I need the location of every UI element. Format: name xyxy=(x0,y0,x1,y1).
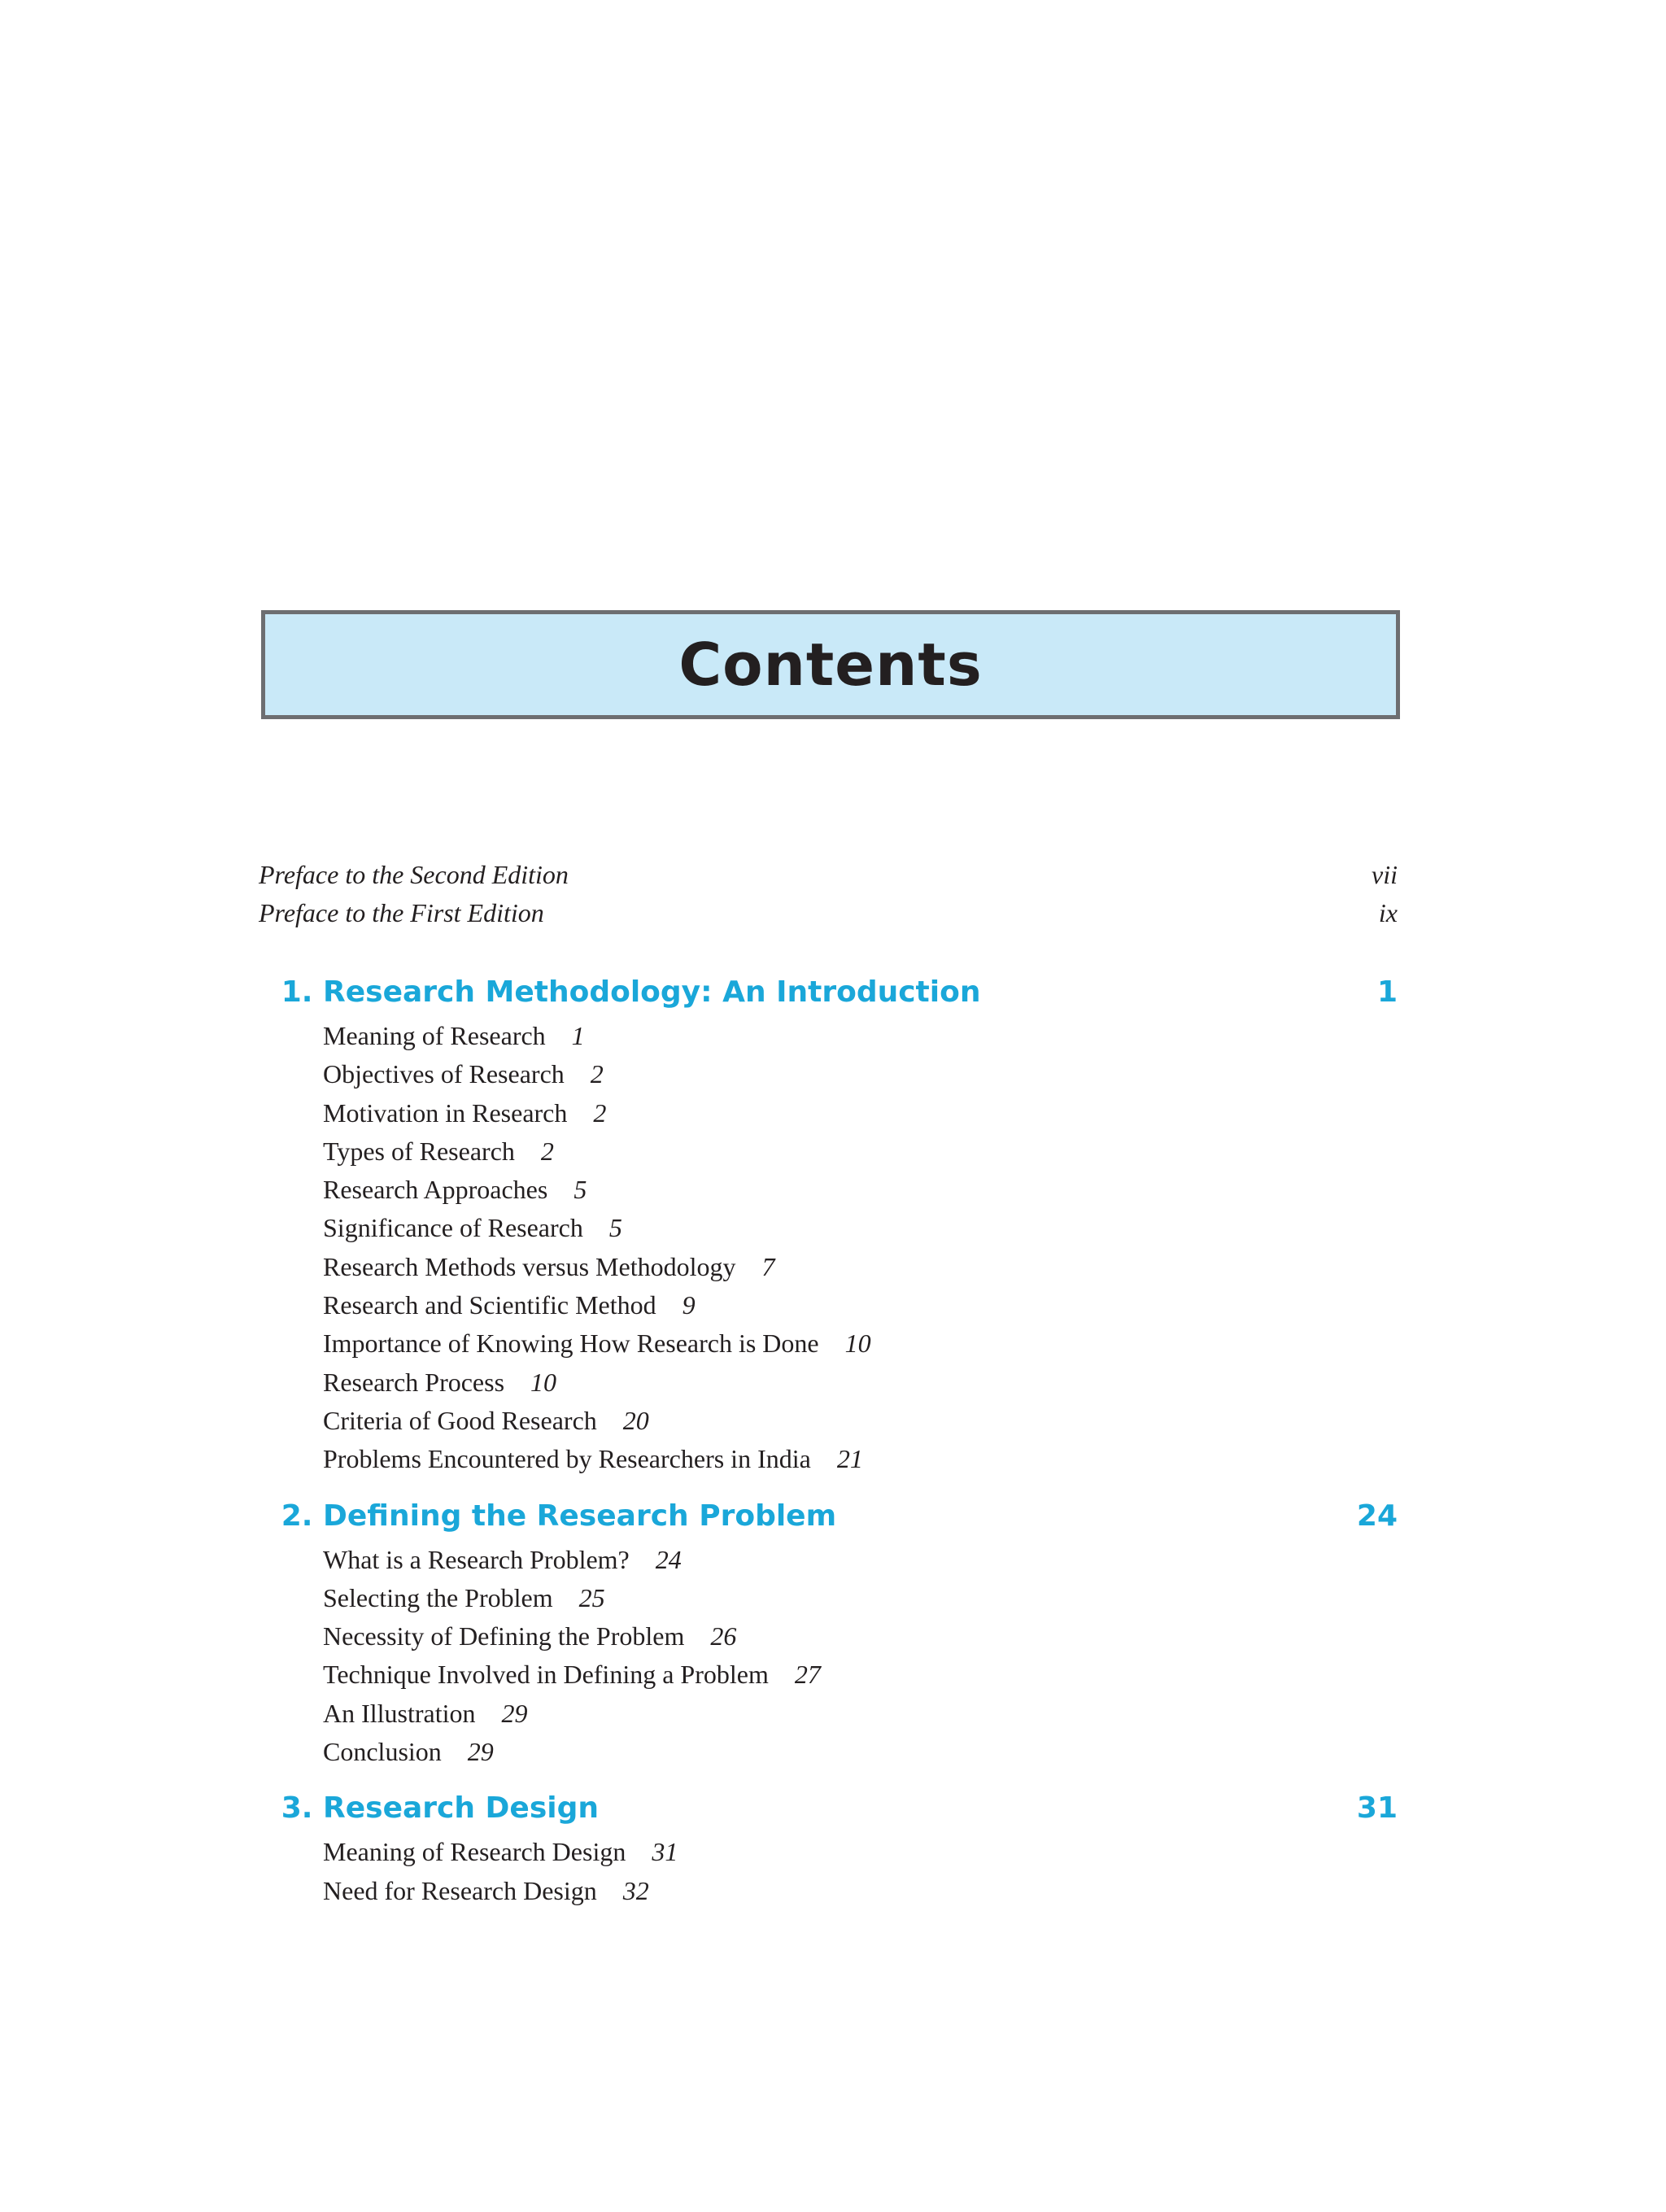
preface-label: Preface to the First Edition xyxy=(259,898,544,927)
chapter-page: 24 xyxy=(1356,1499,1398,1533)
section-title: Selecting the Problem xyxy=(323,1582,553,1612)
section-page: 31 xyxy=(652,1837,678,1867)
preface-list xyxy=(259,856,1398,932)
preface-entry[interactable] xyxy=(259,894,1398,932)
section-page: 2 xyxy=(540,1136,554,1166)
section-title: Significance of Research xyxy=(323,1213,583,1243)
chapter-number: 3. xyxy=(281,1791,313,1826)
chapter-number: 2. xyxy=(281,1499,313,1533)
section-entry[interactable] xyxy=(323,1171,1398,1209)
chapter-page: 31 xyxy=(1356,1791,1398,1826)
chapter-1 xyxy=(259,970,1398,1479)
section-title: Necessity of Defining the Problem xyxy=(323,1621,685,1651)
chapter-list xyxy=(259,970,1398,1910)
section-page: 2 xyxy=(590,1059,604,1089)
section-entry[interactable] xyxy=(323,1248,1398,1286)
section-title: Problems Encountered by Researchers in India xyxy=(323,1444,811,1474)
section-entry[interactable] xyxy=(323,1872,1398,1910)
preface-page: ix xyxy=(1378,898,1398,927)
section-page: 29 xyxy=(467,1737,494,1767)
chapter-heading[interactable] xyxy=(259,970,1398,1015)
section-title: Motivation in Research xyxy=(323,1097,568,1128)
section-page: 5 xyxy=(574,1175,587,1205)
section-entry[interactable] xyxy=(323,1440,1398,1478)
section-entry[interactable] xyxy=(323,1833,1398,1871)
section-title: Meaning of Research xyxy=(323,1021,546,1050)
section-entry[interactable] xyxy=(323,1055,1398,1093)
section-title: Importance of Knowing How Research is Done xyxy=(323,1329,819,1359)
table-of-contents xyxy=(259,856,1398,1925)
section-entry[interactable] xyxy=(323,1286,1398,1324)
chapter-heading[interactable] xyxy=(259,1494,1398,1539)
section-page: 1 xyxy=(571,1021,585,1050)
chapter-number: 1. xyxy=(281,975,313,1009)
section-list xyxy=(323,1541,1398,1772)
section-page: 10 xyxy=(844,1329,871,1359)
section-title: Need for Research Design xyxy=(323,1875,597,1905)
chapter-title: Defining the Research Problem xyxy=(323,1499,837,1533)
section-page: 21 xyxy=(836,1444,863,1474)
chapter-title: Research Methodology: An Introduction xyxy=(323,975,981,1009)
page-title: Contents xyxy=(678,630,983,699)
section-page: 20 xyxy=(622,1405,649,1435)
section-title: What is a Research Problem? xyxy=(323,1544,630,1574)
section-title: Meaning of Research Design xyxy=(323,1837,626,1867)
section-title: Types of Research xyxy=(323,1136,515,1166)
section-list xyxy=(323,1017,1398,1479)
chapter-page: 1 xyxy=(1376,975,1398,1009)
section-title: Research Approaches xyxy=(323,1175,548,1205)
section-list xyxy=(323,1833,1398,1910)
section-entry[interactable] xyxy=(323,1363,1398,1402)
section-page: 10 xyxy=(530,1367,557,1397)
section-entry[interactable] xyxy=(323,1402,1398,1440)
section-title: Objectives of Research xyxy=(323,1059,565,1089)
section-page: 9 xyxy=(682,1290,696,1320)
chapter-3 xyxy=(259,1786,1398,1910)
section-title: Research and Scientific Method xyxy=(323,1290,656,1320)
section-title: Technique Involved in Defining a Problem xyxy=(323,1660,769,1690)
section-title: Criteria of Good Research xyxy=(323,1405,597,1435)
section-title: An Illustration xyxy=(323,1698,476,1728)
section-title: Research Methods versus Methodology xyxy=(323,1251,736,1281)
preface-page: vii xyxy=(1372,860,1398,889)
section-page: 27 xyxy=(794,1660,821,1690)
section-page: 29 xyxy=(501,1698,528,1728)
section-page: 5 xyxy=(608,1213,622,1243)
section-page: 25 xyxy=(578,1582,605,1612)
chapter-2 xyxy=(259,1494,1398,1772)
section-entry[interactable] xyxy=(323,1695,1398,1733)
section-entry[interactable] xyxy=(323,1094,1398,1132)
preface-entry[interactable] xyxy=(259,856,1398,894)
section-entry[interactable] xyxy=(323,1017,1398,1055)
section-page: 26 xyxy=(710,1621,737,1651)
preface-label: Preface to the Second Edition xyxy=(259,860,569,889)
section-entry[interactable] xyxy=(323,1541,1398,1579)
section-entry[interactable] xyxy=(323,1617,1398,1656)
contents-title-box xyxy=(261,610,1400,719)
section-title: Research Process xyxy=(323,1367,505,1397)
chapter-title: Research Design xyxy=(323,1791,599,1826)
section-entry[interactable] xyxy=(323,1656,1398,1694)
section-entry[interactable] xyxy=(323,1132,1398,1171)
section-entry[interactable] xyxy=(323,1209,1398,1247)
section-entry[interactable] xyxy=(323,1579,1398,1617)
section-page: 2 xyxy=(593,1097,607,1128)
section-page: 32 xyxy=(622,1875,649,1905)
section-entry[interactable] xyxy=(323,1733,1398,1771)
chapter-heading[interactable] xyxy=(259,1786,1398,1831)
section-page: 24 xyxy=(655,1544,682,1574)
section-page: 7 xyxy=(761,1251,775,1281)
section-title: Conclusion xyxy=(323,1737,442,1767)
section-entry[interactable] xyxy=(323,1324,1398,1363)
